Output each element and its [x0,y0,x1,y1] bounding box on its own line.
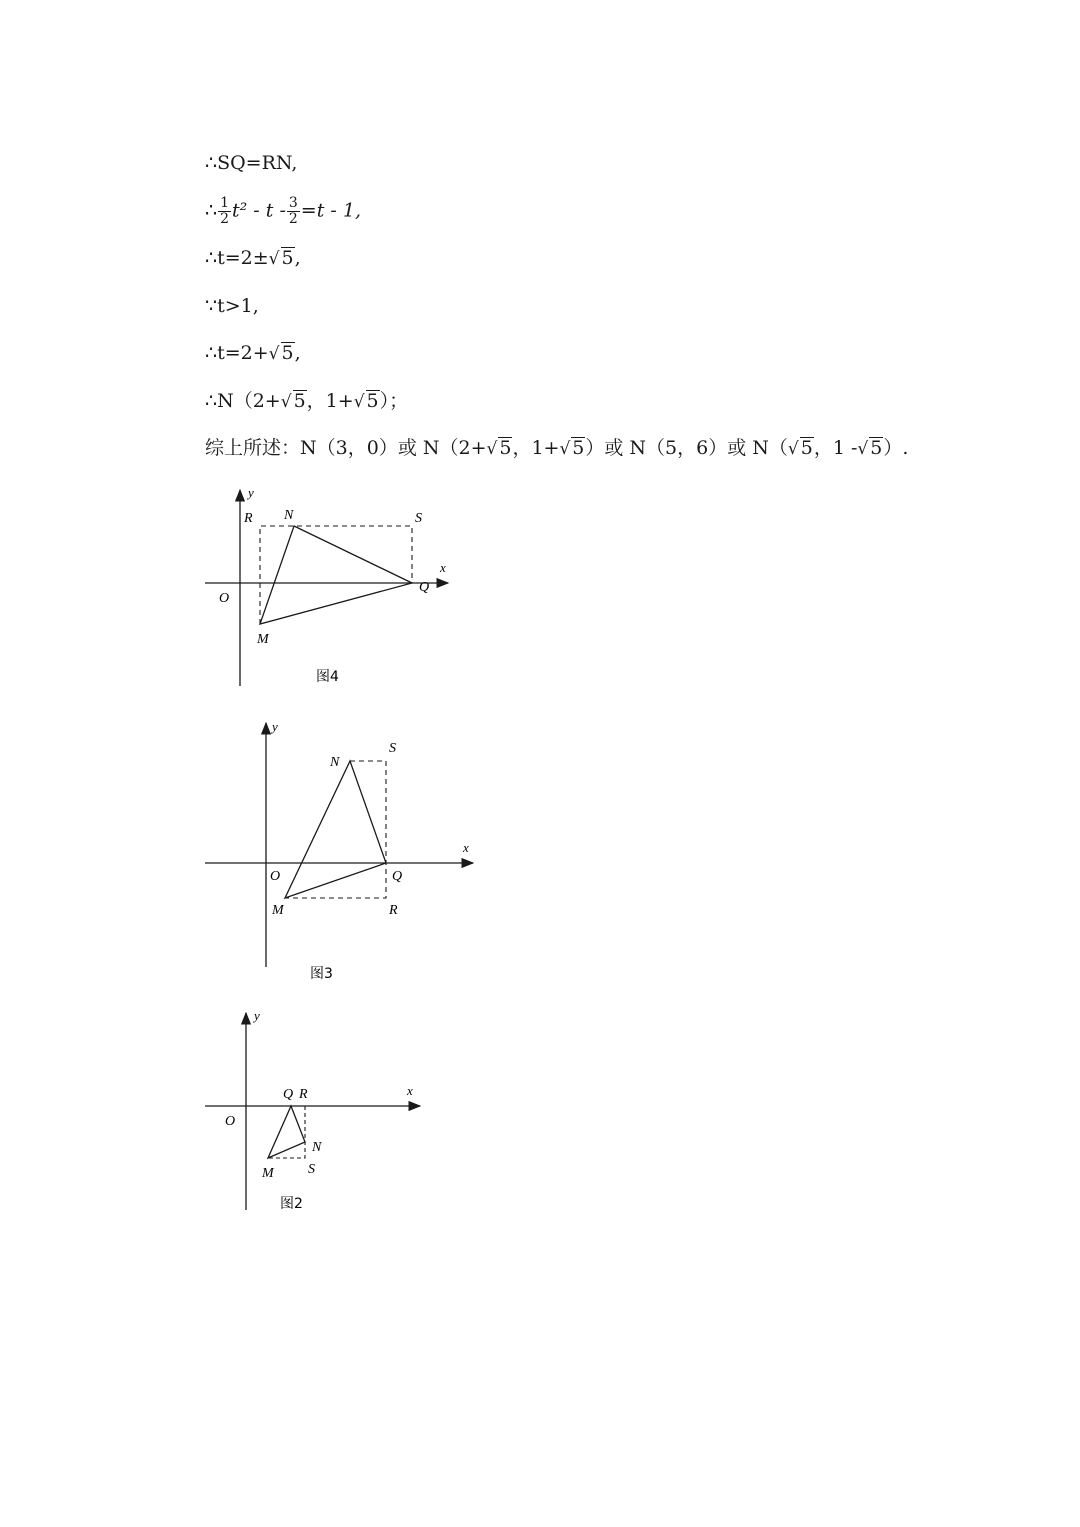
triangle-mnq [260,526,412,624]
radicand: 5 [366,390,379,412]
origin-label: O [270,869,281,884]
text: ，1+ [306,390,354,412]
triangle-mnq [285,761,386,898]
point-s-label: S [308,1162,315,1177]
radicand: 5 [870,437,883,459]
point-n-label: N [312,1140,322,1155]
figure-caption: 图3 [310,966,333,982]
radicand: 5 [572,437,585,459]
point-q-label: Q [419,580,430,595]
dashed-rectangle [285,761,386,898]
step-n-point: ∴N（2+√ 5，1+√ 5）； [205,390,409,412]
point-r-label: R [389,903,398,918]
radicand: 5 [499,437,512,459]
text: ∵t>1, [205,295,259,317]
point-m-label: M [272,903,284,918]
text: ∴SQ=RN, [205,152,298,174]
point-m-label: M [262,1166,274,1181]
point-n-label: N [330,755,340,770]
point-n-label: N [284,508,294,523]
figure-4 [200,480,460,695]
radicand: 5 [800,437,813,459]
denominator: 2 [288,211,298,227]
text: ，1 - [813,437,858,459]
figure-caption: 图2 [280,1196,303,1212]
y-label: y [248,485,254,500]
figure-caption: 图4 [316,669,339,685]
numerator: 1 [220,195,230,211]
radicand: 5 [281,342,294,364]
step-t-solutions: ∴t=2±√ 5, [205,247,301,269]
radicand: 5 [281,247,294,269]
text: ）. [883,437,909,459]
text: ∴N（2+ [205,390,281,412]
step-sq-equals-rn [205,151,297,175]
step-equation [205,196,361,227]
point-r-label: R [299,1087,308,1102]
text: ）或 N（5，6）或 N（ [585,437,788,459]
point-m-label: M [257,632,269,647]
x-label: x [463,840,469,855]
point-q-label: Q [392,869,403,884]
fraction-half [218,196,231,227]
y-label: y [254,1008,260,1023]
x-label: x [407,1083,413,1098]
step-t-condition [205,294,259,318]
point-s-label: S [389,741,396,756]
figure-2 [200,1005,435,1220]
step-t-value: ∴t=2+√ 5, [205,342,301,364]
summary-line: 综上所述：N（3，0）或 N（2+√ 5，1+√ 5）或 N（5，6）或 N（√ 5，1 -√ 5）. [205,437,909,459]
denominator: 2 [220,211,230,227]
triangle-mnq [268,1106,305,1158]
radicand: 5 [293,390,306,412]
text: ，1+ [512,437,560,459]
text: , [294,342,301,364]
equation-middle: t² - t - [232,199,286,222]
y-label: y [272,719,278,734]
text: ）； [379,390,409,412]
text: , [294,247,301,269]
point-s-label: S [415,511,422,526]
fraction-three-halves [287,196,300,227]
text: ∴t=2+ [205,342,269,364]
origin-label: O [225,1114,236,1129]
text: N（3，0）或 N（2+ [300,437,487,459]
x-label: x [440,560,446,575]
summary-prefix: 综上所述： [205,437,301,459]
figure-3 [200,715,485,985]
therefore-symbol: ∴ [205,199,218,222]
text: ∴t=2± [205,247,269,269]
origin-label: O [219,591,230,606]
point-r-label: R [244,511,253,526]
point-q-label: Q [283,1087,294,1102]
numerator: 3 [288,195,298,211]
dashed-rectangle [260,526,412,624]
equation-end: =t - 1, [300,199,361,222]
